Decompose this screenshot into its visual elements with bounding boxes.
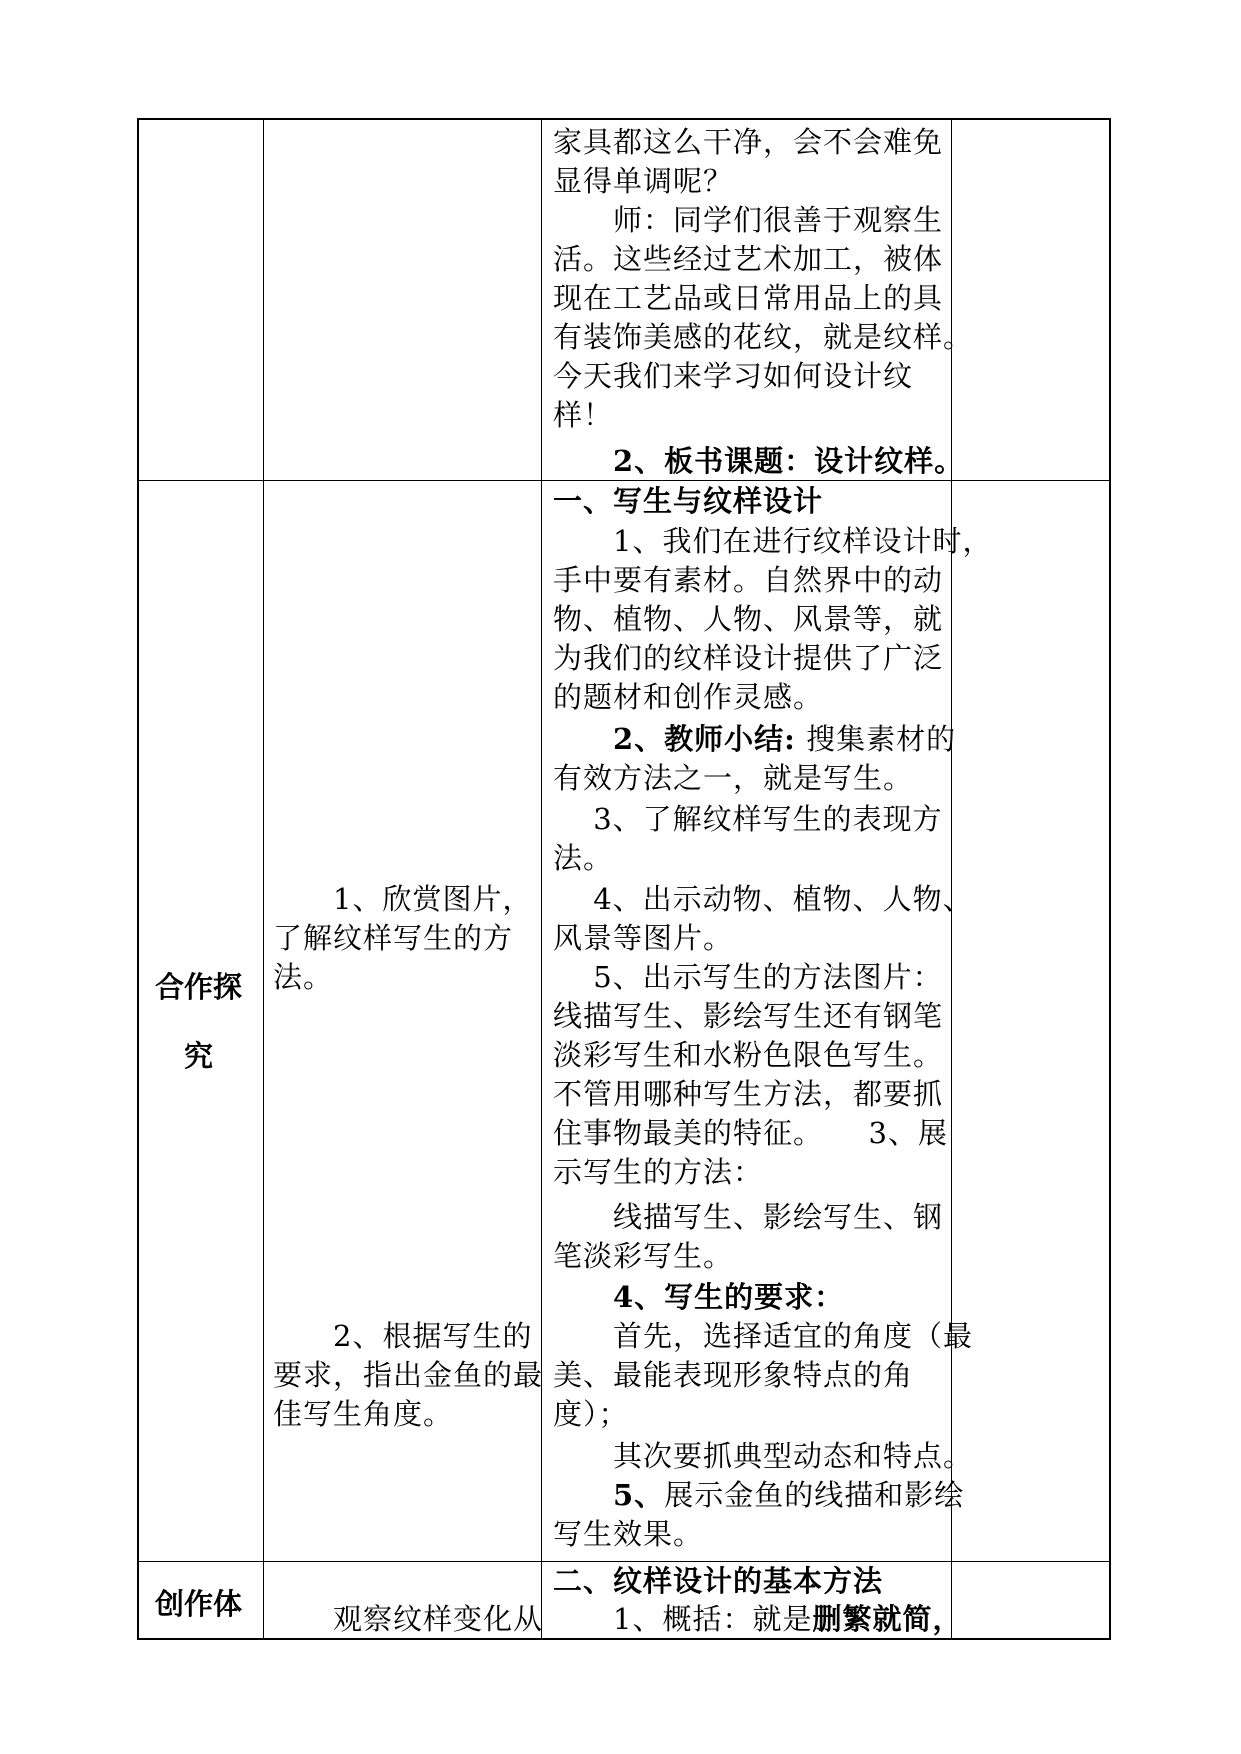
text-line: 美、最能表现形象特点的角 <box>553 1358 914 1392</box>
text-line: 法。 <box>553 841 614 875</box>
text-line: 有装饰美感的花纹，就是纹样。 <box>553 320 974 354</box>
text-line: 有效方法之一，就是写生。 <box>553 761 914 795</box>
method-prefix: 1、概括：就是 <box>553 1602 813 1636</box>
column-divider <box>263 120 264 1638</box>
text-line: 1、欣赏图片， <box>273 882 533 916</box>
text-line: 写生效果。 <box>553 1517 704 1551</box>
requirements-title: 4、写生的要求： <box>553 1280 845 1314</box>
summary-text: 搜集素材的 <box>795 722 957 756</box>
text-line: 2、根据写生的 <box>273 1319 533 1353</box>
text-line: 度）； <box>553 1397 629 1431</box>
text-line: 样！ <box>553 398 614 432</box>
phase-label: 合作探 <box>155 970 243 1004</box>
board-title-line: 2、板书课题：设计纹样。 <box>553 444 965 478</box>
item-number: 5、 <box>553 1478 665 1512</box>
method-key: 删繁就简， <box>812 1602 963 1636</box>
text-line: 家具都这么干净，会不会难免 <box>553 125 944 159</box>
text-line: 线描写生、影绘写生、钢 <box>553 1200 944 1234</box>
text-line: 今天我们来学习如何设计纹 <box>553 359 914 393</box>
text-line: 5、出示写生的方法图片： <box>553 960 943 994</box>
phase-label: 创作体 <box>155 1587 243 1621</box>
text-line: 现在工艺品或日常用品上的具 <box>553 281 944 315</box>
text-line: 3、了解纹样写生的表现方 <box>553 802 943 836</box>
text-line: 为我们的纹样设计提供了广泛 <box>553 641 944 675</box>
text-line: 笔淡彩写生。 <box>553 1239 734 1273</box>
text-line: 其次要抓典型动态和特点。 <box>553 1439 974 1473</box>
text-line: 法。 <box>273 960 334 994</box>
column-divider <box>541 120 542 1638</box>
phase-label: 究 <box>184 1039 214 1073</box>
text-line: 4、出示动物、植物、人物、 <box>553 882 973 916</box>
text-line: 师：同学们很善于观察生 <box>553 203 944 237</box>
item-text: 展示金鱼的线描和影绘 <box>664 1478 965 1512</box>
section-title: 二、纹样设计的基本方法 <box>553 1564 884 1598</box>
text-line: 佳写生角度。 <box>273 1397 454 1431</box>
text-line: 活。这些经过艺术加工，被体 <box>553 242 944 276</box>
text-line: 淡彩写生和水粉色限色写生。 <box>553 1038 944 1072</box>
text-line: 线描写生、影绘写生还有钢笔 <box>553 999 944 1033</box>
text-line: 不管用哪种写生方法，都要抓 <box>553 1077 944 1111</box>
summary-label: 2、教师小结: <box>553 722 796 756</box>
text-line: 首先，选择适宜的角度（最 <box>553 1319 974 1353</box>
text-line: 物、植物、人物、风景等，就 <box>553 602 944 636</box>
text-line: 手中要有素材。自然界中的动 <box>553 563 944 597</box>
text-line: 1、我们在进行纹样设计时， <box>553 524 993 558</box>
text-line <box>553 1600 962 1639</box>
text-line <box>553 720 956 759</box>
text-line: 住事物最美的特征。 3、展 <box>553 1116 948 1150</box>
text-line: 示写生的方法： <box>553 1155 764 1189</box>
text-line <box>553 1476 964 1515</box>
text-line: 显得单调呢？ <box>553 164 734 198</box>
section-title: 一、写生与纹样设计 <box>553 484 824 518</box>
text-line: 了解纹样写生的方 <box>273 921 514 955</box>
text-line: 的题材和创作灵感。 <box>553 680 824 714</box>
text-line: 风景等图片。 <box>553 921 734 955</box>
student-activity-3: 观察纹样变化从 <box>273 1602 544 1636</box>
text-line: 要求，指出金鱼的最 <box>273 1358 544 1392</box>
